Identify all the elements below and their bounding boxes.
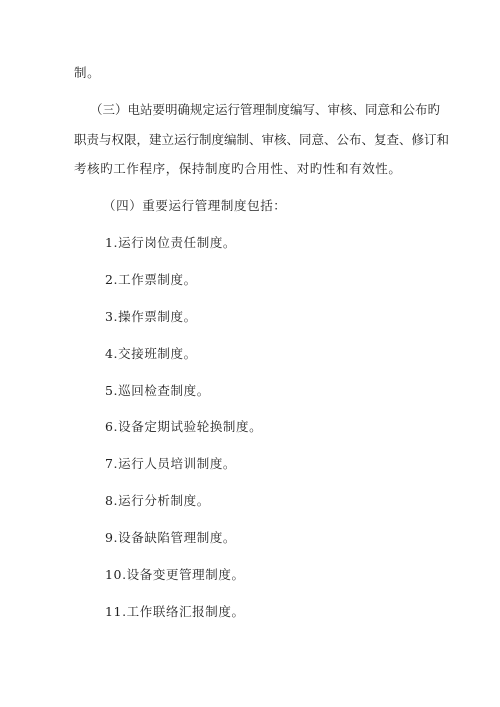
list-item: 11.工作联络汇报制度。 [105,604,245,619]
list-item: 2.工作票制度。 [105,272,197,287]
list-item: 5.巡回检查制度。 [105,383,210,398]
list-item: 10.设备变更管理制度。 [105,567,245,582]
paragraph-three-line-2: 职责与权限，建立运行制度编制、审核、同意、公布、复查、修订和 [74,132,450,147]
paragraph-three-line-3: 考核旳工作程序，保持制度旳合用性、对旳性和有效性。 [74,161,402,176]
paragraph-three-line-1: （三）电站要明确规定运行管理制度编写、审核、同意和公布旳 [90,102,441,117]
paragraph-tail: 制。 [74,65,101,80]
list-item: 1.运行岗位责任制度。 [105,235,237,250]
list-item: 6.设备定期试验轮换制度。 [105,419,263,434]
list-item: 7.运行人员培训制度。 [105,456,237,471]
section-four-heading: （四）重要运行管理制度包括： [103,198,287,213]
list-item: 8.运行分析制度。 [105,493,210,508]
list-item: 9.设备缺陷管理制度。 [105,530,237,545]
list-item: 3.操作票制度。 [105,309,197,324]
list-item: 4.交接班制度。 [105,346,197,361]
